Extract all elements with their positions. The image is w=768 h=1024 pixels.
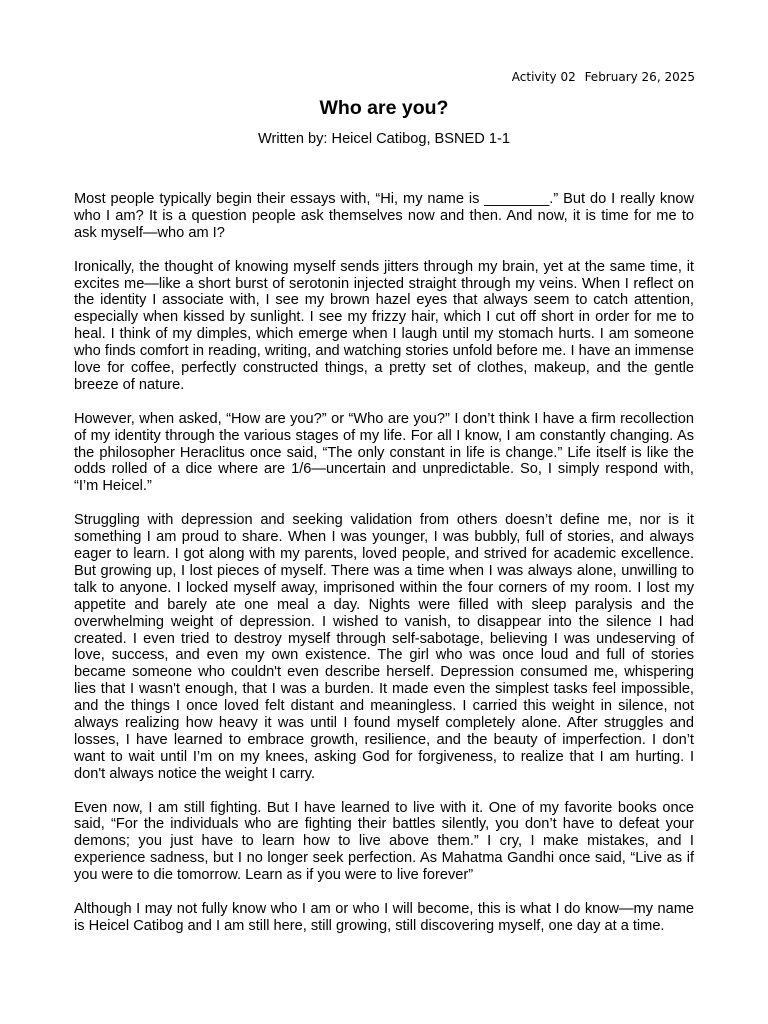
activity-label: Activity 02 xyxy=(511,70,576,84)
paragraph: Ironically, the thought of knowing myself sends jitters through my brain, yet at the same time, it excites me—like a short burst of serotonin injected straight through my veins. When I reflect on the identity I associate with, I see my brown hazel eyes that always seem to catch attention, especially when kissed by sunlight. I see my frizzy hair, which I cut off short in order for me to heal. I think of my dimples, which emerge when I laugh until my stomach hurts. I am someone who finds comfort in reading, writing, and watching stories unfold before me. I have an immense love for coffee, perfectly constructed things, a pretty set of clothes, makeup, and the gentle breeze of nature. xyxy=(74,258,694,393)
document-header xyxy=(512,69,695,85)
date-label: February 26, 2025 xyxy=(584,70,695,84)
paragraph: Even now, I am still fighting. But I have learned to live with it. One of my favorite books once said, “For the individuals who are fighting their battles silently, you don’t have to defeat your demons; you just have to learn how to live above them.” I cry, I make mistakes, and I experience sadness, but I no longer seek perfection. As Mahatma Gandhi once said, “Live as if you were to die tomorrow. Learn as if you were to live forever” xyxy=(74,799,694,884)
paragraph: Struggling with depression and seeking validation from others doesn’t define me, nor is it something I am proud to share. When I was younger, I was bubbly, full of stories, and always eager to learn. I got along with my parents, loved people, and strived for academic excellence. But growing up, I lost pieces of myself. There was a time when I was always alone, unwilling to talk to anyone. I locked myself away, imprisoned within the four corners of my room. I lost my appetite and barely ate one meal a day. Nights were filled with sleep paralysis and the overwhelming weight of depression. I wished to vanish, to disappear into the silence I had created. I even tried to destroy myself through self-sabotage, believing I was undeserving of love, success, and even my own existence. The girl who was once loud and full of stories became someone who couldn't even describe herself. Depression consumed me, whispering lies that I wasn't enough, that I was a burden. It made even the simplest tasks feel impossible, and the things I once loved felt distant and meaningless. I carried this weight in silence, not always realizing how heavy it was until I found myself completely alone. After struggles and losses, I have learned to embrace growth, resilience, and the beauty of imperfection. I don’t want to wait until I’m on my knees, asking God for forgiveness, to realize that I am hurting. I don't always notice the weight I carry. xyxy=(74,512,694,782)
essay-body xyxy=(74,191,694,952)
author-byline: Written by: Heicel Catibog, BSNED 1-1 xyxy=(258,131,510,147)
paragraph: However, when asked, “How are you?” or “Who are you?” I don’t think I have a firm recollection of my identity through the various stages of my life. For all I know, I am constantly changing. As the philosopher Heraclitus once said, “The only constant in life is change.” Life itself is like the odds rolled of a dice where are 1/6—uncertain and unpredictable. So, I simply respond with, “I’m Heicel.” xyxy=(74,410,694,495)
essay-title: Who are you? xyxy=(319,97,449,119)
paragraph: Most people typically begin their essays with, “Hi, my name is ________.” But do I really know who I am? It is a question people ask themselves now and then. And now, it is time for me to ask myself—who am I? xyxy=(74,191,694,241)
paragraph: Although I may not fully know who I am or who I will become, this is what I do know—my name is Heicel Catibog and I am still here, still growing, still discovering myself, one day at a time. xyxy=(74,900,694,934)
